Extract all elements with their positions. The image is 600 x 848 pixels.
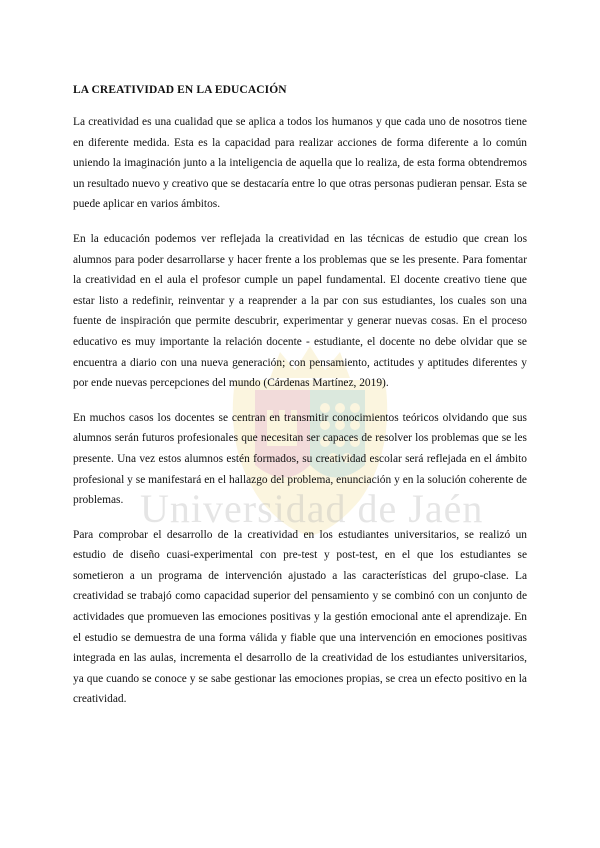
paragraph-2: En la educación podemos ver reflejada la creatividad en las técnicas de estudio que crean los alumnos para poder desarrollarse y hacer frente a los problemas que se les presente. Para fomentar la creatividad en el aula el profesor cumple un papel fundamental. El docente creativo tiene que estar listo a redefinir, reinventar y a reaprender a la par con sus estudiantes, los cuales son una fuente de inspiración que permite descubrir, experimentar y generar nuevas cosas. En el proceso educativo es muy importante la relación docente - estudiante, el docente no debe olvidar que se encuentra a diario con una nueva generación; con pensamiento, actitudes y aptitudes diferentes y por ende nuevas percepciones del mundo (Cárdenas Martínez, 2019).	[73, 232, 527, 390]
watermark-text: Universidad de Jaén	[140, 486, 484, 531]
paragraph-3: En muchos casos los docentes se centran en transmitir conocimientos teóricos olvidando que sus alumnos serán futuros profesionales que necesitan ser capaces de resolver los problemas que se les presente. Una vez estos alumnos estén formados, su creatividad escolar será reflejada en el ámbito profesional y se manifestará en el hallazgo del problema, enunciación y en la solución coherente de problemas.	[73, 411, 527, 507]
paragraph-1: La creatividad es una cualidad que se aplica a todos los humanos y que cada uno de nosotros tiene en diferente medida. Esta es la capacidad para realizar acciones de forma diferente a lo común uniendo la imaginación junto a la inteligencia de aquella que lo realiza, de esta forma obtendremos un resultado nuevo y creativo que se destacaría entre lo que otras personas pudieran pensar. Esta se puede aplicar en varios ámbitos.	[73, 116, 527, 211]
document-body	[73, 82, 527, 724]
paragraph-4: Para comprobar el desarrollo de la creatividad en los estudiantes universitarios, se realizó un estudio de diseño cuasi-experimental con pre-test y post-test, en el que los estudiantes se sometieron a un programa de intervención ajustado a las características del grupo-clase. La creatividad se trabajó como capacidad superior del pensamiento y se combinó con un conjunto de actividades que promueven las emociones positivas y la gestión emocional ante el aprendizaje. En el estudio se demuestra de una forma válida y fiable que una intervención en emociones positivas integrada en las aulas, incrementa el desarrollo de la creatividad de los estudiantes universitarios, ya que cuando se conoce y se sabe gestionar las emociones propias, se crea un efecto positivo en la creatividad.	[73, 528, 527, 706]
document-title: LA CREATIVIDAD EN LA EDUCACIÓN	[73, 84, 287, 96]
